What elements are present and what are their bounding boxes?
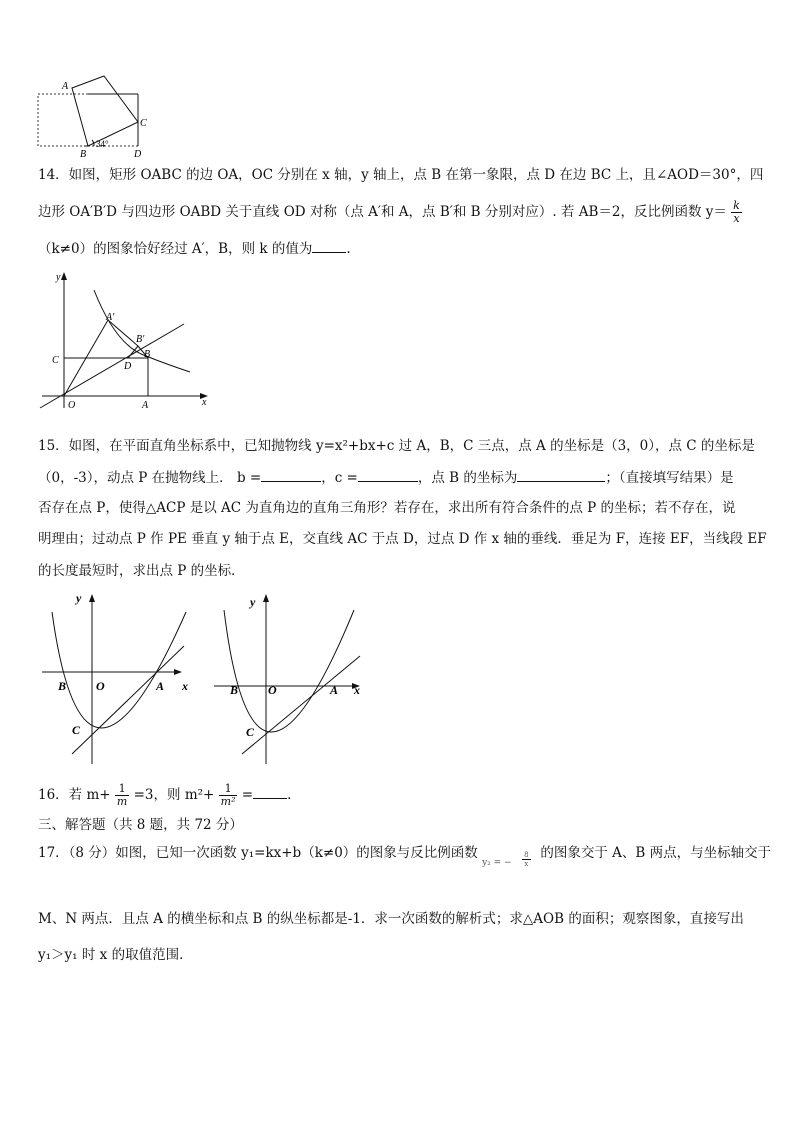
figure-15-parabola-right: [210, 590, 370, 770]
q14-line3-text: （k≠0）的图象恰好经过 A′，B，则 k 的值为: [38, 241, 313, 257]
q15-line2-c: ，点 B 的坐标为: [417, 470, 518, 486]
fig14-label-B: B: [144, 349, 151, 360]
q16-answer-blank[interactable]: [253, 784, 287, 799]
q14-fraction: [731, 200, 742, 225]
fig14-label-D: D: [124, 361, 132, 372]
q17-line3: y₁＞y₁ 时 x 的取值范围．: [38, 947, 193, 963]
fig15a-label-O: O: [96, 679, 105, 693]
fig13-label-C: C: [140, 118, 147, 129]
fig15b-label-C: C: [246, 725, 255, 739]
fig15a-label-B: B: [58, 679, 67, 693]
fig14-label-A-prime: A′: [106, 312, 115, 323]
q15-line2: [38, 467, 734, 488]
fig15a-label-x: x: [182, 679, 188, 693]
q15-line2-a: （0，-3），动点 P 在抛物线上． b =: [38, 470, 262, 486]
fig15a-label-A: A: [156, 679, 165, 693]
q17-frac-den: x: [524, 860, 529, 868]
q16-end: .: [287, 787, 292, 803]
q16-line: [38, 783, 291, 808]
fig13-label-A: A: [62, 81, 69, 92]
fig14-label-A: A: [142, 400, 149, 411]
q15-line2-d: ；（直接填写结果）是: [605, 470, 734, 486]
fig13-label-B: B: [80, 149, 87, 160]
q15-line2-b: ，c =: [321, 470, 358, 486]
q15-blank-c[interactable]: [358, 467, 418, 482]
fig15b-label-x: x: [354, 683, 360, 697]
q14-line1: 14．如图，矩形 OABC 的边 OA，OC 分别在 x 轴，y 轴上，点 B 在第一象限，点 D 在边 BC 上，且∠AOD＝30°，四: [38, 167, 764, 183]
fig15a-label-y: y: [76, 591, 82, 605]
fig15b-label-O: O: [268, 683, 277, 697]
figure-13-rectangle: [34, 74, 154, 162]
q17-frac-num: 8: [524, 851, 529, 859]
q16-frac2-den: m²: [220, 795, 236, 808]
q14-line2-text: 边形 OA′B′D 与四边形 OABD 关于直线 OD 对称（点 A′和 A，点 B′和 B 分别对应）. 若 AB＝2，反比例函数 y＝: [38, 204, 727, 220]
fig14-label-x: x: [202, 397, 207, 408]
q16-frac1-num: 1: [115, 783, 129, 796]
section-3-heading: 三、解答题（共 8 题，共 72 分）: [38, 817, 243, 833]
q15-blank-b[interactable]: [261, 467, 321, 482]
q15-line5: 的长度最短时，求出点 P 的坐标．: [38, 563, 245, 579]
figure-14-coordinate: [36, 268, 214, 414]
fig13-angle: 34°: [96, 139, 109, 149]
q16-part-c: =: [241, 787, 254, 803]
q17-line1: [38, 843, 772, 868]
q17-line1-text: 17．（8 分）如图，已知一次函数 y₁=kx+b（k≠0）的图象与反比例函数: [38, 845, 478, 861]
q14-frac-den: x: [733, 212, 740, 225]
q15-line1: 15．如图，在平面直角坐标系中，已知抛物线 y=x²+bx+c 过 A，B，C 三点，点 A 的坐标是（3，0），点 C 的坐标是: [38, 438, 755, 454]
fig15a-label-C: C: [72, 723, 81, 737]
q16-part-b: =3，则 m²+: [133, 787, 215, 803]
q16-frac2-num: 1: [219, 783, 238, 796]
q14-line2: [38, 200, 742, 225]
fig14-label-O: O: [68, 400, 76, 411]
q14-frac-num: k: [733, 199, 740, 212]
q17-line1-end: 的图象交于 A、B 两点，与坐标轴交于: [540, 845, 772, 861]
q15-line4: 明理由；过动点 P 作 PE 垂直 y 轴于点 E，交直线 AC 于点 D，过点 D 作 x 轴的垂线．垂足为 F，连接 EF，当线段 EF: [38, 531, 767, 547]
q17-y2: y₂ = −: [482, 858, 512, 868]
q16-frac1-den: m: [116, 795, 128, 808]
q14-line3-end: .: [346, 241, 351, 257]
q17-frac: [522, 851, 530, 868]
fig13-label-D: D: [134, 149, 142, 160]
fig14-label-B-prime: B′: [136, 334, 145, 345]
q14-answer-blank[interactable]: [312, 238, 346, 253]
q16-frac-1: [115, 783, 129, 808]
fig15b-label-A: A: [330, 683, 339, 697]
fig14-label-y: y: [56, 272, 61, 283]
q16-frac-2: [219, 783, 238, 808]
fig14-label-C: C: [52, 355, 59, 366]
fig15b-label-y: y: [250, 595, 256, 609]
q16-part-a: 16．若 m+: [38, 787, 111, 803]
fig15b-label-B: B: [230, 683, 239, 697]
figure-15-parabola-left: [38, 590, 198, 770]
q17-formula: [482, 843, 536, 868]
q17-line2: M、N 两点．且点 A 的横坐标和点 B 的纵坐标都是-1．求一次函数的解析式；求△AOB 的面积；观察图象，直接写出: [38, 911, 744, 927]
q15-line3: 否存在点 P，使得△ACP 是以 AC 为直角边的直角三角形？若存在，求出所有符合条件的点 P 的坐标；若不存在，说: [38, 500, 736, 516]
q15-blank-B-coord[interactable]: [517, 467, 605, 482]
q14-line3: [38, 238, 351, 259]
